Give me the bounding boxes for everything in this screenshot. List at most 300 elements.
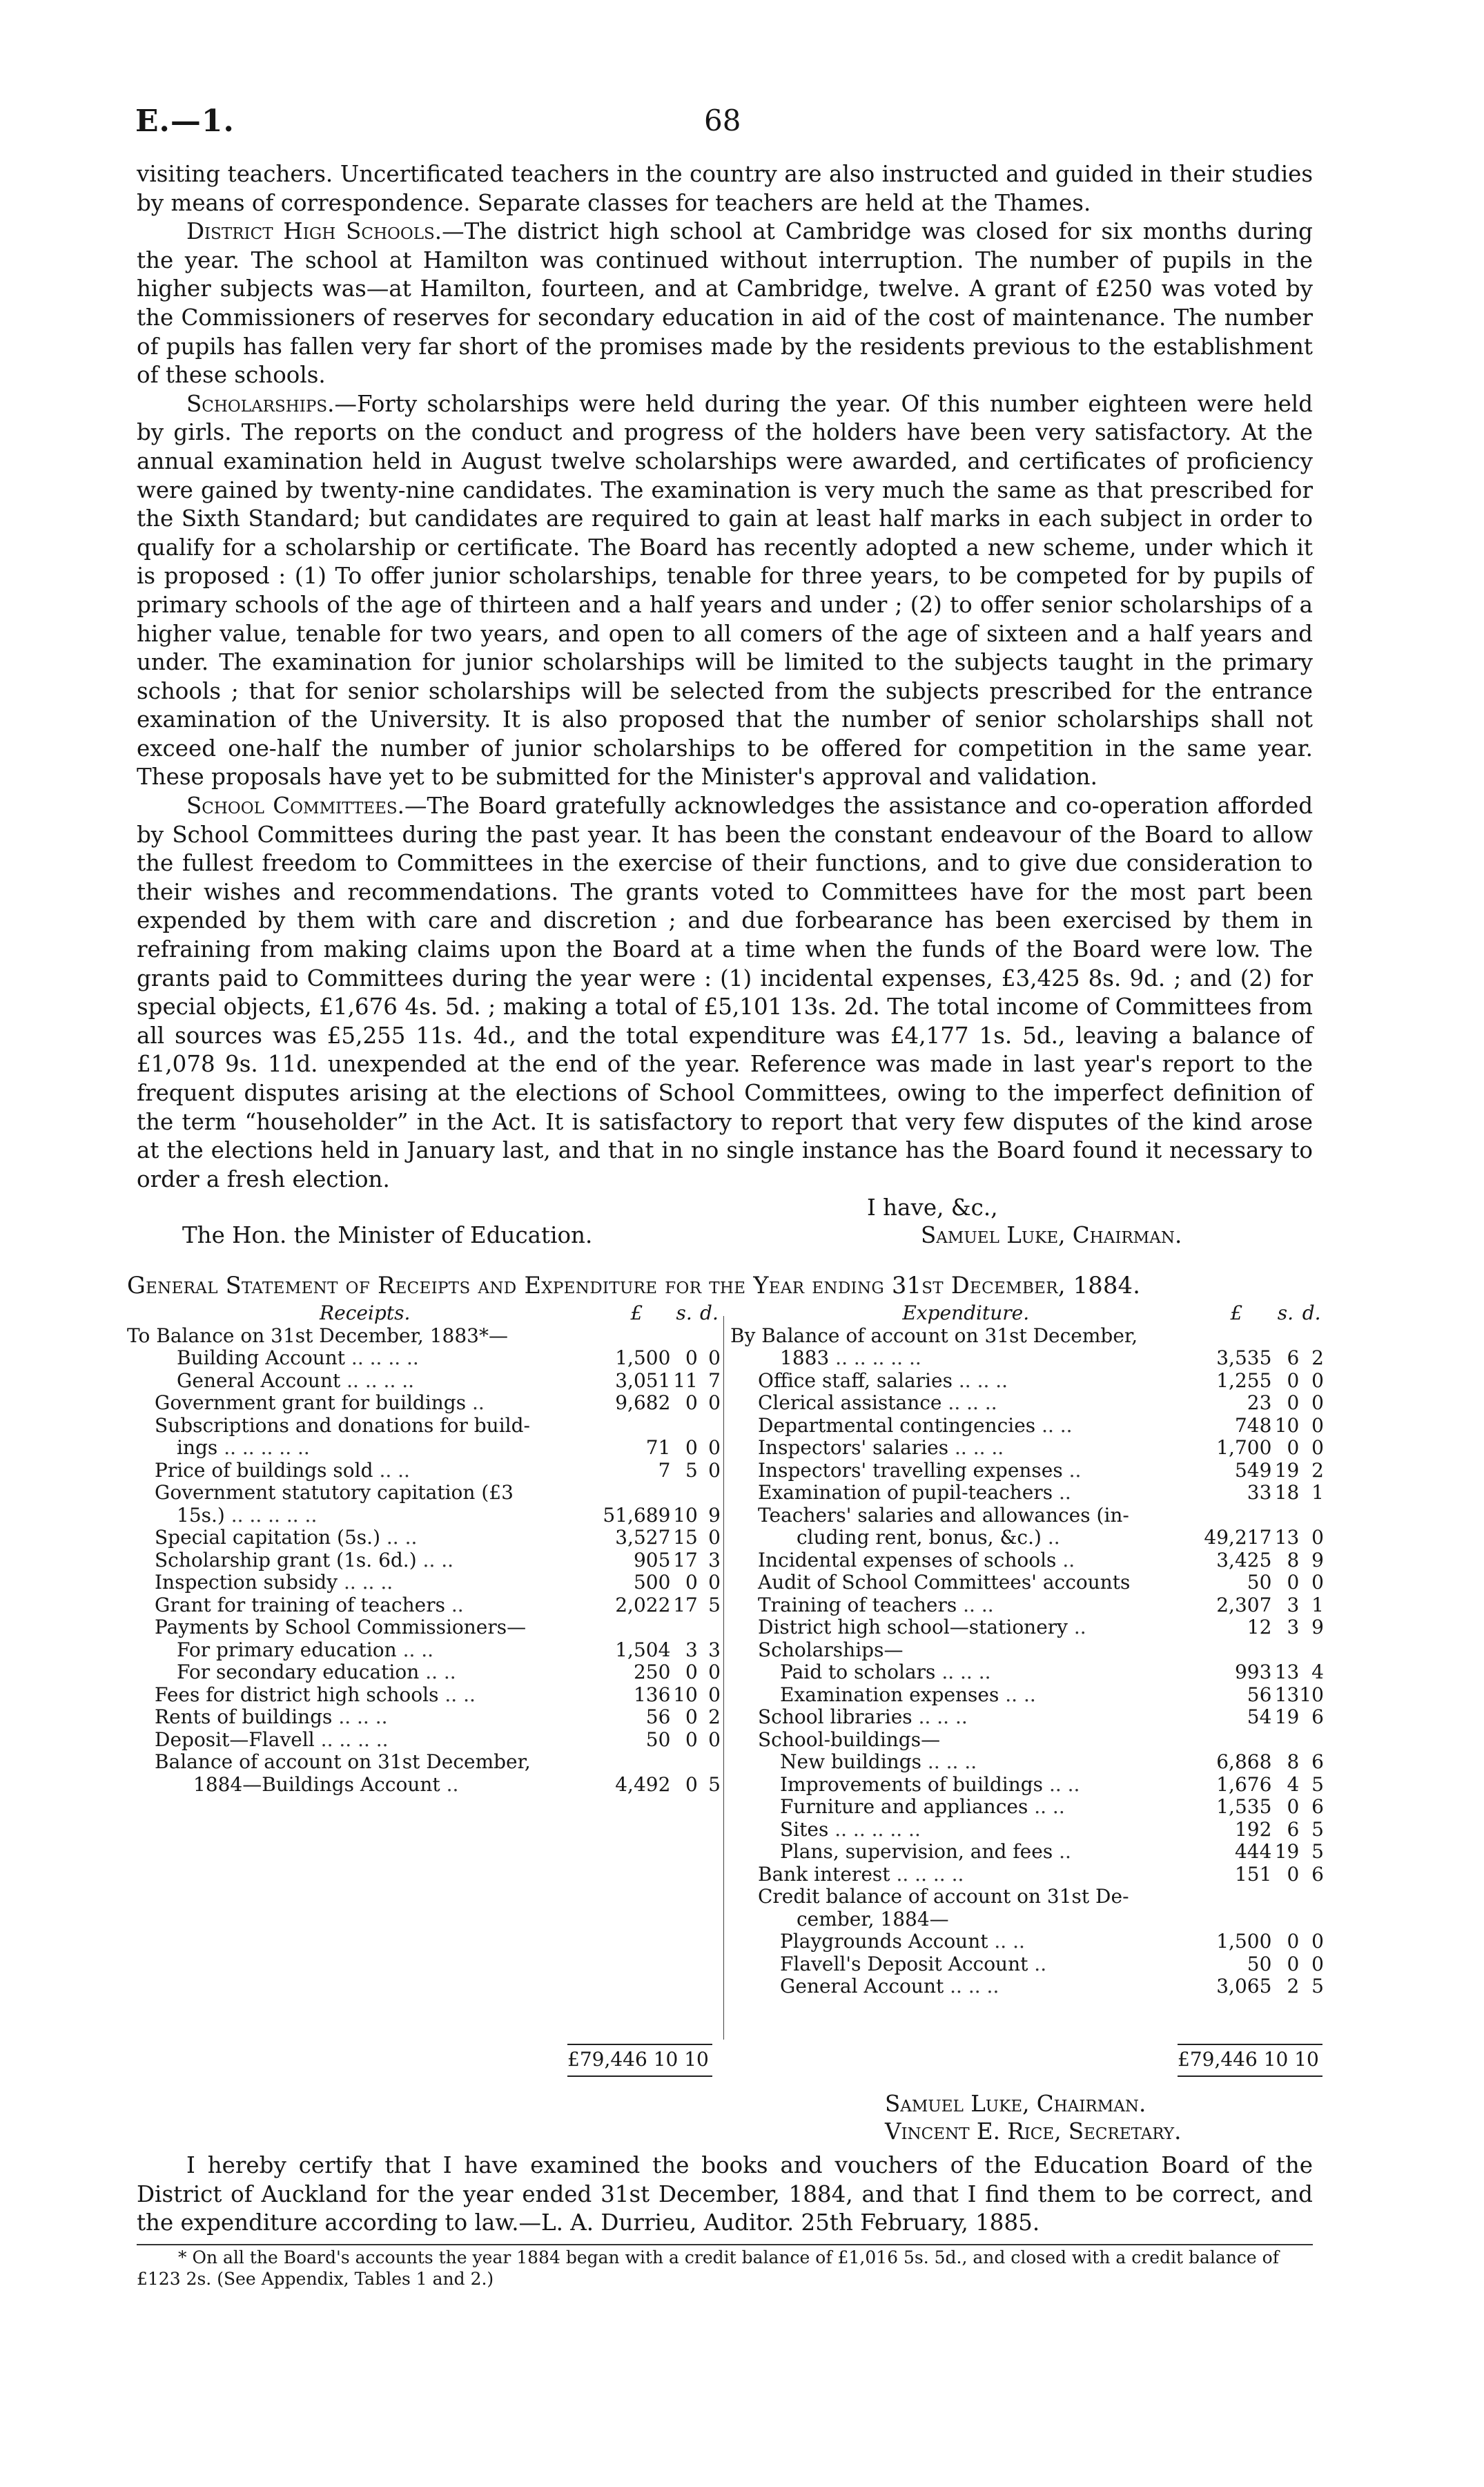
- expenditure-shillings: [1271, 1504, 1299, 1527]
- expenditure-pence: 0: [1311, 1368, 1324, 1392]
- expenditure-row: [730, 1930, 1324, 1953]
- expenditure-item-label: [730, 1953, 1201, 1976]
- expenditure-item-text: Bank interest: [758, 1863, 890, 1886]
- expenditure-row: [730, 1504, 1324, 1527]
- receipt-header-shillings: s.: [676, 1301, 692, 1324]
- expenditure-pence: 10: [1299, 1683, 1324, 1706]
- expenditure-row: [730, 1392, 1324, 1415]
- receipt-item-text: Scholarship grant (1s. 6d.): [155, 1549, 417, 1571]
- leader-dots: .. .. .. .. ..: [224, 1437, 310, 1459]
- expenditure-pence: 0: [1311, 1413, 1324, 1437]
- expenditure-row: [730, 1729, 1324, 1752]
- receipt-item-label: [127, 1527, 603, 1549]
- leader-dots: ..: [1073, 1616, 1086, 1638]
- leader-dots: .. ..: [994, 1930, 1025, 1953]
- expenditure-shillings: 3: [1287, 1593, 1300, 1616]
- receipt-item-label: [127, 1504, 603, 1527]
- footnote-rule: [137, 2244, 1313, 2245]
- expenditure-item-label: [730, 1325, 1201, 1348]
- receipt-shillings: 15: [673, 1526, 698, 1549]
- expenditure-pounds: 1,255: [1216, 1368, 1272, 1392]
- expenditure-item-label: [730, 1975, 1201, 1998]
- leader-dots: .. .. ..: [941, 1661, 991, 1683]
- expenditure-item-label: [730, 1684, 1201, 1707]
- leader-dots: .. .. ..: [927, 1751, 977, 1773]
- paragraph-heading: Scholarships.: [186, 390, 335, 417]
- leader-dots: .. ..: [1005, 1683, 1036, 1706]
- receipt-shillings: [670, 1482, 697, 1504]
- expenditure-item-text: Playgrounds Account: [780, 1930, 988, 1953]
- expenditure-shillings: [1271, 1729, 1299, 1752]
- receipt-shillings: 5: [685, 1458, 698, 1482]
- receipt-pounds: [603, 1616, 670, 1639]
- expenditure-row: [730, 1639, 1324, 1662]
- receipt-item-text: ings: [177, 1437, 218, 1459]
- leader-dots: .. ..: [1034, 1796, 1065, 1818]
- expenditure-total: £79,446 10 10: [1178, 2048, 1319, 2071]
- auditor-certificate: [137, 2151, 1313, 2238]
- receipt-item-label: [127, 1616, 603, 1639]
- expenditure-item-text: 1883: [780, 1347, 830, 1369]
- expenditure-shillings: 0: [1287, 1571, 1300, 1594]
- expenditure-pounds: 1,500: [1216, 1930, 1272, 1953]
- expenditure-item-text: Office staff, salaries: [758, 1369, 953, 1392]
- expenditure-item-text: Credit balance of account on 31st De-: [758, 1886, 1129, 1908]
- receipt-item-text: Grant for training of teachers: [155, 1594, 445, 1616]
- expenditure-pounds: [1201, 1908, 1271, 1931]
- expenditure-row: [730, 1864, 1324, 1886]
- expenditure-item-text: By Balance of account on 31st December,: [730, 1324, 1138, 1347]
- leader-dots: .. ..: [1042, 1414, 1073, 1437]
- expenditure-item-label: [730, 1908, 1201, 1931]
- expenditure-item-text: School libraries: [758, 1706, 912, 1728]
- receipt-shillings: 0: [685, 1661, 698, 1683]
- receipt-row: [127, 1504, 721, 1527]
- expenditure-pence: [1299, 1504, 1324, 1527]
- receipt-row: [127, 1661, 721, 1684]
- leader-dots: ..: [472, 1392, 485, 1414]
- expenditure-pounds: 12: [1247, 1616, 1272, 1638]
- receipt-pounds: 136: [633, 1683, 671, 1706]
- expenditure-item-label: [730, 1774, 1201, 1797]
- expenditure-row: [730, 1908, 1324, 1931]
- leader-dots: .. .. .. .. ..: [231, 1504, 318, 1527]
- receipt-shillings: 10: [673, 1503, 698, 1527]
- leader-dots: .. ..: [1048, 1773, 1080, 1796]
- leader-dots: .. ..: [963, 1594, 994, 1616]
- expenditure-row: [730, 1347, 1324, 1370]
- statement-title: General Statement of Receipts and Expenditure for the Year ending 31st December, 1884.: [127, 1272, 1141, 1299]
- expenditure-pounds: 54: [1247, 1705, 1272, 1728]
- expenditure-pounds: 748: [1234, 1413, 1272, 1437]
- expenditure-item-label: [730, 1571, 1201, 1594]
- expenditure-item-text: General Account: [780, 1975, 944, 1997]
- expenditure-shillings: [1271, 1908, 1299, 1931]
- leader-dots: .. .. .. ..: [351, 1347, 419, 1369]
- receipt-pounds: 905: [633, 1548, 671, 1571]
- receipt-pounds: [603, 1751, 670, 1774]
- receipt-shillings: 0: [685, 1772, 698, 1796]
- expenditure-shillings: 0: [1287, 1368, 1300, 1392]
- expenditure-pounds: 444: [1234, 1840, 1272, 1863]
- expenditure-pounds: 2,307: [1216, 1593, 1272, 1616]
- receipt-pence: [698, 1482, 721, 1504]
- expenditure-row: [730, 1684, 1324, 1707]
- expenditure-row: [730, 1706, 1324, 1729]
- expenditure-pounds: 33: [1247, 1481, 1272, 1504]
- expenditure-item-label: [730, 1864, 1201, 1886]
- expenditure-item-label: [730, 1930, 1201, 1953]
- expenditure-pounds: 151: [1234, 1862, 1272, 1886]
- receipt-shillings: [670, 1415, 697, 1438]
- leader-dots: .. .. .. ..: [320, 1728, 389, 1751]
- receipt-header-pence: d.: [700, 1301, 719, 1324]
- expenditure-item-label: [730, 1639, 1201, 1662]
- expenditure-pence: 1: [1311, 1481, 1324, 1504]
- receipt-item-text: For primary education: [177, 1638, 397, 1661]
- receipt-row: [127, 1549, 721, 1572]
- receipt-pence: 0: [708, 1436, 721, 1459]
- expenditure-pounds: [1201, 1729, 1271, 1752]
- expenditure-item-label: [730, 1819, 1201, 1841]
- expenditure-item-label: [730, 1796, 1201, 1819]
- receipt-item-text: Rents of buildings: [155, 1706, 333, 1728]
- expenditure-pence: 5: [1311, 1817, 1324, 1841]
- receipt-row: [127, 1392, 721, 1415]
- receipt-row: [127, 1571, 721, 1594]
- expenditure-pounds: 23: [1247, 1391, 1272, 1414]
- leader-dots: ..: [446, 1773, 459, 1796]
- receipt-shillings: 0: [685, 1571, 698, 1594]
- expenditure-item-text: Departmental contingencies: [758, 1414, 1036, 1437]
- expenditure-shillings: 13: [1274, 1683, 1300, 1706]
- receipt-item-label: [127, 1460, 603, 1482]
- footnote: [137, 2247, 1313, 2290]
- receipt-pounds: 9,682: [615, 1391, 671, 1414]
- receipt-shillings: 3: [685, 1638, 698, 1661]
- receipt-pence: 3: [708, 1548, 721, 1571]
- footnote-text: * On all the Board's accounts the year 1884 began with a credit balance of £1,016 5s. 5d., and closed with a credit balance of £123 2s. (See Appendix, Tables 1 and 2.): [137, 2247, 1279, 2289]
- expenditure-pounds: 3,535: [1216, 1346, 1272, 1369]
- receipt-row: [127, 1751, 721, 1774]
- expenditure-pounds: [1201, 1325, 1271, 1348]
- expenditure-pence: 1: [1311, 1593, 1324, 1616]
- expenditure-pounds: 192: [1234, 1817, 1272, 1841]
- receipt-row: [127, 1774, 721, 1797]
- expenditure-pence: 6: [1311, 1750, 1324, 1773]
- paragraph-text: —The Board gratefully acknowledges the assistance and co-operation afforded by School Committees during the past year. It has been the constant endeavour of the Board to allow the fullest freedom to Committees in the exercise of their functions, and to give due consideration to their wishes and recommendations. The grants voted to Committees have for the most part been expended by them with care and discretion ; and due forbearance has been exercised by them in refraining from making claims upon the Board at a time when the funds of the Board were low. The grants paid to Committees during the year were : (1) incidental expenses, £3,425 8s. 9d. ; and (2) for special objects, £1,676 4s. 5d. ; making a total of £5,101 13s. 2d. The total income of Committees from all sources was £5,255 11s. 4d., and the total expenditure was £4,177 1s. 5d., leaving a balance of £1,078 9s. 11d. unexpended at the end of the year. Reference was made in last year's report to the frequent disputes arising at the elections of School Committees, owing to the imperfect definition of the term “householder” in the Act. It is satisfactory to report that very few disputes of the kind arose at the elections held in January last, and that in no single instance has the Board found it necessary to order a fresh election.: [137, 793, 1314, 1192]
- receipt-item-text: 1884—Buildings Account: [193, 1773, 440, 1796]
- expenditure-shillings: [1271, 1325, 1299, 1348]
- expenditure-row: [730, 1482, 1324, 1504]
- expenditure-pence: 0: [1311, 1436, 1324, 1459]
- paragraph-heading: School Committees.: [186, 793, 404, 820]
- expenditure-pence: 0: [1311, 1930, 1324, 1953]
- receipt-shillings: 17: [673, 1548, 698, 1571]
- expenditure-item-text: Flavell's Deposit Account: [780, 1953, 1028, 1975]
- receipt-pounds: 3,051: [615, 1368, 671, 1392]
- expenditure-item-label: [730, 1751, 1201, 1774]
- expenditure-row: [730, 1975, 1324, 1998]
- receipt-item-label: [127, 1684, 603, 1707]
- leader-dots: ..: [1059, 1482, 1071, 1504]
- signatory-secretary: Vincent E. Rice, Secretary.: [885, 2118, 1182, 2145]
- expenditure-row: [730, 1549, 1324, 1572]
- expenditure-header-pounds: £: [1230, 1301, 1243, 1324]
- expenditure-shillings: 3: [1287, 1616, 1300, 1638]
- expenditure-item-label: [730, 1886, 1201, 1908]
- receipt-pence: 7: [708, 1368, 721, 1392]
- leader-dots: ..: [1059, 1841, 1071, 1863]
- report-body: [137, 160, 1313, 1194]
- expenditure-pence: 5: [1311, 1840, 1324, 1863]
- receipt-item-text: For secondary education: [177, 1661, 420, 1683]
- receipt-pounds: [603, 1325, 670, 1348]
- expenditure-item-text: Audit of School Committees' accounts: [758, 1571, 1131, 1594]
- expenditure-pounds: 1,676: [1216, 1772, 1272, 1796]
- expenditure-double-rule: [1178, 2075, 1322, 2077]
- expenditure-pence: 6: [1311, 1705, 1324, 1728]
- expenditure-header-label: Expenditure.: [902, 1302, 1030, 1324]
- expenditure-row: [730, 1661, 1324, 1684]
- leader-dots: ..: [1034, 1953, 1047, 1975]
- expenditure-pounds: 50: [1247, 1571, 1272, 1594]
- paragraph-heading: District High Schools.: [186, 218, 442, 245]
- receipt-item-label: [127, 1729, 603, 1752]
- receipt-pence: 0: [708, 1458, 721, 1482]
- expenditure-item-label: [730, 1729, 1201, 1752]
- receipt-pence: 0: [708, 1571, 721, 1594]
- leader-dots: .. .. ..: [343, 1571, 393, 1594]
- receipt-item-label: [127, 1594, 603, 1617]
- receipt-shillings: 11: [673, 1368, 698, 1392]
- leader-dots: .. ..: [445, 1683, 476, 1706]
- leader-dots: ..: [1047, 1527, 1060, 1549]
- receipt-pounds: 51,689: [603, 1503, 671, 1527]
- receipt-row: [127, 1729, 721, 1752]
- receipt-shillings: 0: [685, 1728, 698, 1751]
- receipt-row: [127, 1639, 721, 1662]
- receipt-pounds: 2,022: [615, 1593, 671, 1616]
- receipt-item-text: Subscriptions and donations for build-: [155, 1414, 531, 1437]
- receipt-row: [127, 1437, 721, 1460]
- expenditure-pence: [1299, 1639, 1324, 1662]
- receipt-item-text: Government statutory capitation (£3: [155, 1482, 514, 1504]
- receipts-total: £79,446 10 10: [567, 2048, 709, 2071]
- receipt-item-label: [127, 1571, 603, 1594]
- paragraph-visiting-teachers: [137, 160, 1313, 217]
- expenditure-item-text: Inspectors' salaries: [758, 1437, 949, 1459]
- expenditure-pence: 0: [1311, 1952, 1324, 1975]
- expenditure-item-label: [730, 1504, 1201, 1527]
- expenditure-item-label: [730, 1549, 1201, 1572]
- receipt-pence: 0: [708, 1346, 721, 1369]
- receipt-row: [127, 1482, 721, 1504]
- expenditure-item-label: [730, 1661, 1201, 1684]
- paragraph-text: visiting teachers. Uncertificated teachers in the country are also instructed and guided in their studies by means of correspondence. Separate classes for teachers are held at the Thames.: [137, 161, 1313, 216]
- expenditure-item-text: Clerical assistance: [758, 1392, 942, 1414]
- expenditure-total-rule: [1178, 2044, 1322, 2045]
- receipt-pence: [698, 1325, 721, 1348]
- expenditure-row: [730, 1751, 1324, 1774]
- expenditure-pence: [1299, 1908, 1324, 1931]
- receipt-item-label: [127, 1774, 603, 1797]
- receipt-pence: 2: [708, 1705, 721, 1728]
- expenditure-pounds: 50: [1247, 1952, 1272, 1975]
- leader-dots: ..: [1062, 1549, 1075, 1571]
- expenditure-shillings: 13: [1274, 1661, 1300, 1683]
- expenditure-item-text: Inspectors' travelling expenses: [758, 1459, 1063, 1482]
- receipts-double-rule: [567, 2075, 712, 2077]
- expenditure-item-text: New buildings: [780, 1751, 922, 1773]
- paragraph-scholarships: [137, 390, 1313, 792]
- expenditure-shillings: [1271, 1886, 1299, 1908]
- receipt-item-label: [127, 1549, 603, 1572]
- leader-dots: .. .. .. ..: [896, 1863, 964, 1886]
- expenditure-shillings: 2: [1287, 1975, 1300, 1997]
- expenditure-shillings: 19: [1274, 1840, 1300, 1863]
- expenditure-item-label: [730, 1437, 1201, 1460]
- expenditure-item-text: Furniture and appliances: [780, 1796, 1028, 1818]
- expenditure-row: [730, 1571, 1324, 1594]
- receipt-pence: 0: [708, 1728, 721, 1751]
- receipt-header-pounds: £: [630, 1301, 643, 1324]
- expenditure-row: [730, 1819, 1324, 1841]
- expenditure-header-shillings: s.: [1277, 1301, 1293, 1324]
- receipt-item-text: To Balance on 31st December, 1883*—: [127, 1324, 508, 1347]
- expenditure-table: [730, 1302, 1324, 1998]
- leader-dots: .. .. ..: [338, 1706, 388, 1728]
- expenditure-shillings: 8: [1287, 1548, 1300, 1571]
- receipt-item-text: Government grant for buildings: [155, 1392, 467, 1414]
- receipt-pounds: 500: [633, 1571, 671, 1594]
- expenditure-pounds: 6,868: [1216, 1750, 1272, 1773]
- expenditure-pence: [1299, 1729, 1324, 1752]
- paragraph-district-high-schools: [137, 217, 1313, 390]
- expenditure-pence: 9: [1311, 1548, 1324, 1571]
- expenditure-item-label: [730, 1594, 1201, 1617]
- receipt-row: [127, 1325, 721, 1348]
- receipt-shillings: [670, 1325, 697, 1348]
- paragraph-school-committees: [137, 792, 1313, 1194]
- expenditure-item-label: [730, 1482, 1201, 1504]
- expenditure-shillings: 19: [1274, 1705, 1300, 1728]
- expenditure-item-text: Teachers' salaries and allowances (in-: [758, 1504, 1129, 1527]
- receipt-shillings: 0: [685, 1346, 698, 1369]
- expenditure-pounds: 1,535: [1216, 1795, 1272, 1818]
- expenditure-pounds: 3,065: [1216, 1975, 1272, 1997]
- receipt-shillings: 0: [685, 1391, 698, 1414]
- expenditure-pence: 4: [1311, 1661, 1324, 1683]
- expenditure-shillings: 0: [1287, 1391, 1300, 1414]
- leader-dots: .. .. ..: [955, 1437, 1004, 1459]
- receipt-header-row: [127, 1302, 721, 1325]
- expenditure-pence: 6: [1311, 1862, 1324, 1886]
- salutation: I have, &c.,: [867, 1194, 998, 1221]
- receipt-pence: 5: [708, 1772, 721, 1796]
- receipts-table: [127, 1302, 721, 1796]
- receipt-pence: 0: [708, 1683, 721, 1706]
- leader-dots: .. .. ..: [948, 1392, 997, 1414]
- receipt-item-text: Inspection subsidy: [155, 1571, 338, 1594]
- receipt-pence: [698, 1616, 721, 1639]
- expenditure-pence: 0: [1311, 1571, 1324, 1594]
- leader-dots: .. .. ..: [918, 1706, 968, 1728]
- paragraph-text: —Forty scholarships were held during the year. Of this number eighteen were held by girls. The reports on the conduct and progress of the holders have been very satisfactory. At the annual examination held in August twelve scholarships were awarded, and certificates of proficiency were gained by twenty-nine candidates. The examination is very much the same as that prescribed for the Sixth Standard; but candidates are required to gain at least half marks in each subject in order to qualify for a scholarship or certificate. The Board has recently adopted a new scheme, under which it is proposed : (1) To offer junior scholarships, tenable for three years, to be competed for by pupils of primary schools of the age of thirteen and a half years and under ; (2) to offer senior scholarships of a higher value, tenable for two years, and open to all comers of the age of sixteen and a half years and under. The examination for junior scholarships will be limited to the subjects taught in the primary schools ; that for senior scholarships will be selected from the subjects prescribed for the entrance examination of the University. It is also proposed that the number of senior scholarships shall not exceed one-half the number of junior scholarships to be offered for competition in the same year. These proposals have yet to be submitted for the Minister's approval and validation.: [137, 390, 1313, 791]
- expenditure-shillings: 0: [1287, 1795, 1300, 1818]
- expenditure-row: [730, 1415, 1324, 1438]
- expenditure-pence: 0: [1311, 1391, 1324, 1414]
- receipt-item-text: Balance of account on 31st December,: [155, 1751, 531, 1773]
- receipt-pence: 9: [708, 1503, 721, 1527]
- expenditure-item-label: [730, 1347, 1201, 1370]
- expenditure-pence: 9: [1311, 1616, 1324, 1638]
- receipt-shillings: 0: [685, 1705, 698, 1728]
- expenditure-row: [730, 1886, 1324, 1908]
- leader-dots: .. .. .. .. ..: [835, 1347, 921, 1369]
- expenditure-item-text: School-buildings—: [758, 1728, 941, 1751]
- section-code: E.—1.: [135, 104, 235, 139]
- receipt-row: [127, 1460, 721, 1482]
- receipt-item-label: [127, 1347, 603, 1370]
- receipt-shillings: [670, 1751, 697, 1774]
- expenditure-row: [730, 1437, 1324, 1460]
- receipt-row: [127, 1527, 721, 1549]
- expenditure-pence: 6: [1311, 1795, 1324, 1818]
- leader-dots: .. ..: [425, 1661, 456, 1683]
- expenditure-row: [730, 1953, 1324, 1976]
- receipt-item-text: Payments by School Commissioners—: [155, 1616, 527, 1638]
- receipt-item-label: [127, 1392, 603, 1415]
- receipt-row: [127, 1684, 721, 1707]
- receipt-item-label: [127, 1325, 603, 1348]
- receipts-total-rule: [567, 2044, 712, 2045]
- receipt-pence: 5: [708, 1593, 721, 1616]
- expenditure-pounds: 1,700: [1216, 1436, 1272, 1459]
- expenditure-item-label: [730, 1370, 1201, 1393]
- expenditure-pence: 2: [1311, 1458, 1324, 1482]
- expenditure-item-label: [730, 1392, 1201, 1415]
- receipt-pounds: [603, 1482, 670, 1504]
- expenditure-header-row: [730, 1302, 1324, 1325]
- expenditure-shillings: 19: [1274, 1458, 1300, 1482]
- expenditure-header-pence: d.: [1302, 1301, 1321, 1324]
- expenditure-shillings: 0: [1287, 1952, 1300, 1975]
- expenditure-item-label: [730, 1616, 1201, 1639]
- receipt-item-text: 15s.): [177, 1504, 225, 1527]
- leader-dots: .. .. ..: [950, 1975, 999, 1997]
- receipt-item-label: [127, 1370, 603, 1393]
- paragraph-text: —The district high school at Cambridge was closed for six months during the year. The school at Hamilton was continued without interruption. The number of pupils in the higher subjects was—at Hamilton, fourteen, and at Cambridge, twelve. A grant of £250 was voted by the Commissioners of reserves for secondary education in aid of the cost of maintenance. The number of pupils has fallen very far short of the promises made by the residents previous to the establishment of these schools.: [137, 218, 1313, 389]
- receipt-pence: 0: [708, 1526, 721, 1549]
- expenditure-item-text: Examination of pupil-teachers: [758, 1482, 1053, 1504]
- receipt-pounds: 50: [645, 1728, 671, 1751]
- expenditure-row: [730, 1594, 1324, 1617]
- expenditure-item-text: Scholarships—: [758, 1638, 904, 1661]
- expenditure-shillings: 6: [1287, 1817, 1300, 1841]
- receipt-row: [127, 1594, 721, 1617]
- addressee: The Hon. the Minister of Education.: [182, 1222, 593, 1248]
- expenditure-shillings: 18: [1274, 1481, 1300, 1504]
- expenditure-pence: 5: [1311, 1772, 1324, 1796]
- expenditure-pounds: [1201, 1639, 1271, 1662]
- receipt-row: [127, 1347, 721, 1370]
- receipt-pence: 0: [708, 1391, 721, 1414]
- receipt-item-text: Price of buildings sold: [155, 1459, 373, 1482]
- expenditure-shillings: 0: [1287, 1862, 1300, 1886]
- receipt-shillings: 17: [673, 1593, 698, 1616]
- receipt-shillings: [670, 1616, 697, 1639]
